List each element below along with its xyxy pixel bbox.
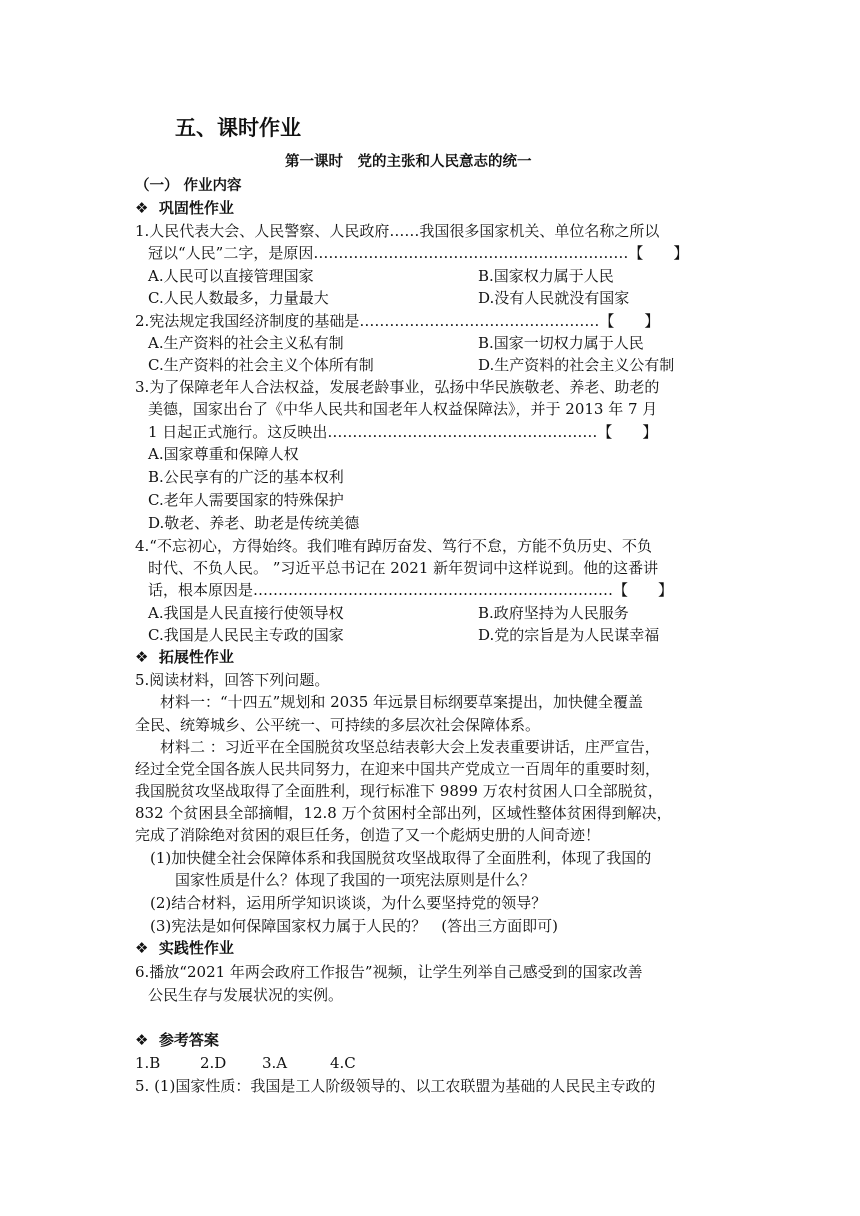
option-c: C.老年人需要国家的特殊保护 — [148, 491, 344, 509]
section-practice — [135, 938, 234, 958]
answer-item: 4.C — [330, 1054, 356, 1072]
material-line: 全民、统筹城乡、公平统一、可持续的多层次社会保障体系。 — [135, 716, 541, 734]
question-line: 3.为了保障老年人合法权益，发展老龄事业，弘扬中华民族敬老、养老、助老的 — [135, 378, 660, 396]
section-label: 巩固性作业 — [158, 199, 234, 217]
option-b: B.政府坚持为人民服务 — [478, 604, 629, 622]
question-line: 6.播放“2021 年两会政府工作报告”视频，让学生列举自己感受到的国家改善 — [135, 963, 643, 981]
option-d: D.没有人民就没有国家 — [478, 289, 630, 307]
option-b: B.国家一切权力属于人民 — [478, 334, 644, 352]
bullet-icon: ❖ — [135, 648, 149, 666]
question-line: 话，根本原因是………………………………………………………………【 】 — [148, 581, 674, 599]
section-label: 拓展性作业 — [158, 648, 234, 666]
option-a: A.我国是人民直接行使领导权 — [148, 604, 344, 622]
material-line: 材料二 ：习近平在全国脱贫攻坚总结表彰大会上发表重要讲话，庄严宣告， — [160, 738, 660, 756]
answer-item: 2.D — [200, 1054, 227, 1072]
subquestion-line: (1)加快健全社会保障体系和我国脱贫攻坚战取得了全面胜利，体现了我国的 — [150, 849, 652, 867]
option-a: A.生产资料的社会主义私有制 — [148, 334, 344, 352]
page-title: 五、课时作业 — [175, 116, 301, 140]
section-heading: （一） 作业内容 — [135, 178, 242, 194]
material-line: 我国脱贫攻坚战取得了全面胜利，现行标准下 9899 万农村贫困人口全部脱贫， — [135, 782, 663, 800]
question-line: 冠以“人民”二字，是原因………………………………………………………【 】 — [148, 244, 689, 262]
material-line: 材料一：“十四五”规划和 2035 年远景目标纲要草案提出，加快健全覆盖 — [160, 693, 644, 711]
bullet-icon: ❖ — [135, 1031, 149, 1049]
section-answers — [135, 1030, 219, 1050]
option-a: A.人民可以直接管理国家 — [148, 267, 314, 285]
material-line: 832 个贫困县全部摘帽，12.8 万个贫困村全部出列，区域性整体贫困得到解决， — [135, 804, 672, 822]
option-a: A.国家尊重和保障人权 — [148, 445, 299, 463]
question-line: 5.阅读材料，回答下列问题。 — [135, 671, 330, 689]
question-line: 4.“不忘初心，方得始终。我们唯有踔厉奋发、笃行不怠，方能不负历史、不负 — [135, 537, 652, 555]
option-d: D.生产资料的社会主义公有制 — [478, 356, 675, 374]
bullet-icon: ❖ — [135, 199, 149, 217]
question-line: 2.宪法规定我国经济制度的基础是…………………………………………【 】 — [135, 312, 660, 330]
answer-item: 1.B — [135, 1054, 161, 1072]
section-label: 实践性作业 — [158, 939, 234, 957]
option-b: B.公民享有的广泛的基本权利 — [148, 468, 344, 486]
subquestion-line: (2)结合材料，运用所学知识谈谈，为什么要坚持党的领导？ — [150, 894, 547, 912]
question-line: 公民生存与发展状况的实例。 — [148, 986, 344, 1004]
subquestion-line: 国家性质是什么？体现了我国的一项宪法原则是什么？ — [175, 871, 536, 889]
material-line: 经过全党全国各族人民共同努力，在迎来中国共产党成立一百周年的重要时刻， — [135, 760, 661, 778]
option-c: C.我国是人民民主专政的国家 — [148, 626, 344, 644]
option-c: C.生产资料的社会主义个体所有制 — [148, 356, 374, 374]
question-line: 美德，国家出台了《中华人民共和国老年人权益保障法》，并于 2013 年 7 月 — [148, 400, 658, 418]
option-c: C.人民人数最多，力量最大 — [148, 289, 329, 307]
material-line: 完成了消除绝对贫困的艰巨任务，创造了又一个彪炳史册的人间奇迹！ — [135, 826, 601, 844]
option-d: D.党的宗旨是为人民谋幸福 — [478, 626, 660, 644]
question-line: 时代、不负人民。 ”习近平总书记在 2021 新年贺词中这样说到。他的这番讲 — [148, 559, 659, 577]
subquestion-line: (3)宪法是如何保障国家权力属于人民的？ (答出三方面即可) — [150, 917, 558, 935]
section-consolidate — [135, 198, 234, 218]
answer-item: 3.A — [262, 1054, 288, 1072]
section-extend — [135, 647, 234, 667]
bullet-icon: ❖ — [135, 939, 149, 957]
question-line: 1.人民代表大会、人民警察、人民政府……我国很多国家机关、单位名称之所以 — [135, 222, 660, 240]
option-d: D.敬老、养老、助老是传统美德 — [148, 514, 360, 532]
answer-line: 5. (1)国家性质：我国是工人阶级领导的、以工农联盟为基础的人民民主专政的 — [135, 1077, 656, 1095]
lesson-title: 第一课时 党的主张和人民意志的统一 — [285, 154, 532, 170]
question-line: 1 日起正式施行。这反映出………………………………………………【 】 — [148, 423, 658, 441]
option-b: B.国家权力属于人民 — [478, 267, 614, 285]
section-label: 参考答案 — [158, 1031, 219, 1049]
